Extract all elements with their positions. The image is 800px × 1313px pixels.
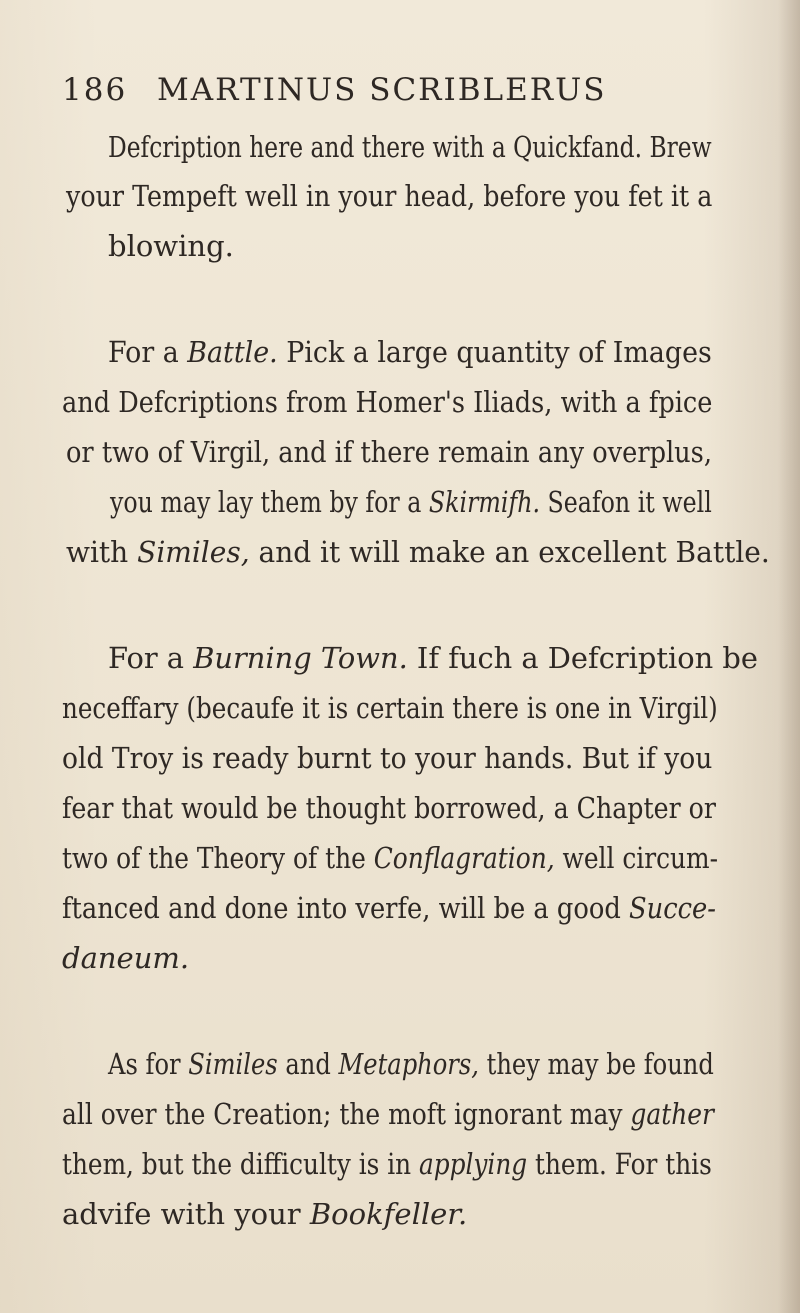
page-edge-shadow: [778, 0, 800, 1313]
text-segment: old Troy is ready burnt to your hands. But if you: [62, 741, 713, 775]
text-segment: all over the Creation; the moft ignorant may: [62, 1097, 631, 1131]
text-line: [110, 484, 712, 520]
text-line: [62, 940, 189, 976]
italic-text: Bookfeller.: [309, 1197, 468, 1231]
text-segment: Seafon it well: [540, 485, 712, 519]
italic-text: Conflagration,: [373, 841, 555, 875]
italic-text: Succe-: [629, 891, 716, 925]
text-segment: advife with your: [62, 1197, 310, 1231]
text-segment: your Tempeft well in your head, before you fet it a: [66, 179, 713, 213]
text-segment: and: [277, 1047, 339, 1081]
text-segment: neceffary (becaufe it is certain there is one in Virgil): [62, 691, 718, 725]
italic-text: Metaphors,: [338, 1047, 479, 1081]
italic-text: Similes: [188, 1047, 278, 1081]
text-segment: them, but the difficulty is in: [62, 1147, 420, 1181]
text-segment: blowing.: [108, 229, 234, 263]
text-segment: Pick a large quantity of Images: [277, 335, 712, 369]
italic-text: Battle.: [187, 335, 278, 369]
text-line: [66, 434, 712, 470]
text-segment: or two of Virgil, and if there remain any overplus,: [66, 435, 712, 469]
page-number: 186: [62, 72, 128, 108]
text-line: [108, 640, 758, 676]
text-line: [62, 1146, 712, 1182]
text-segment: Defcription here and there with a Quickfand. Brew: [108, 130, 712, 164]
text-segment: For a: [108, 335, 188, 369]
text-segment: If fuch a Defcription be: [407, 641, 758, 675]
text-line: [108, 228, 234, 264]
text-segment: and Defcriptions from Homer's Iliads, with a fpice: [62, 385, 713, 419]
text-segment: you may lay them by for a: [110, 485, 429, 519]
italic-text: Skirmifh.: [428, 485, 541, 519]
text-line: [62, 1196, 467, 1232]
text-segment: For a: [108, 641, 194, 675]
text-line: [62, 384, 712, 420]
text-line: [62, 840, 718, 876]
italic-text: gather: [630, 1097, 714, 1131]
text-line: [62, 740, 712, 776]
text-segment: fear that would be thought borrowed, a Chapter or: [62, 791, 716, 825]
text-line: [66, 178, 712, 214]
italic-text: Burning Town.: [193, 641, 408, 675]
text-line: [62, 890, 716, 926]
italic-text: daneum.: [62, 941, 190, 975]
text-segment: As for: [108, 1047, 189, 1081]
text-line: [62, 790, 716, 826]
text-segment: well circum-: [554, 841, 719, 875]
text-line: [108, 334, 712, 370]
text-line: [62, 690, 718, 726]
italic-text: applying: [419, 1147, 528, 1181]
italic-text: Similes,: [137, 535, 250, 569]
text-line: [66, 534, 770, 570]
text-segment: with: [66, 535, 138, 569]
running-header: [62, 72, 702, 108]
text-segment: ftanced and done into verfe, will be a good: [62, 891, 630, 925]
text-line: [108, 129, 712, 165]
running-title: MARTINUS SCRIBLERUS: [157, 72, 607, 108]
text-segment: them. For this: [527, 1147, 712, 1181]
text-line: [108, 1046, 714, 1082]
text-line: [62, 1096, 714, 1132]
text-segment: they may be found: [478, 1047, 714, 1081]
text-segment: two of the Theory of the: [62, 841, 374, 875]
text-segment: and it will make an excellent Battle.: [249, 535, 770, 569]
